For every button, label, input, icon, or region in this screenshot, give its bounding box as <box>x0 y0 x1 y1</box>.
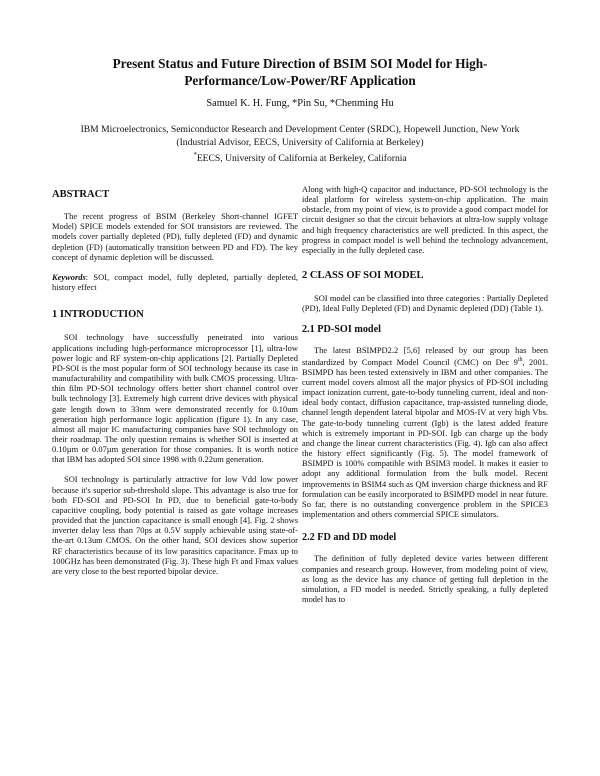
keywords-label: Keywords <box>52 271 86 282</box>
intro-continuation-paragraph: Along with high-Q capacitor and inductance, PD-SOI technology is the ideal platform for wireless system-on-chip application. The main obstacle, from my point of view, is to provide a good compact model for circuit designer so that the circuit behaviors at ultra-low supply voltage and high frequency characteristics are well predicted. In this aspect, the progress in compact model is well behind the technology advancement, especially in the fully depleted case. <box>302 184 548 255</box>
abstract-heading: ABSTRACT <box>52 189 110 200</box>
pd-soi-heading: 2.1 PD-SOI model <box>302 323 381 335</box>
introduction-paragraph-1: SOI technology have successfully penetrated into various applications including high-performance microprocessor [1], ultra-low power logic and RF system-on-chip applications [2]. Partially Depleted PD-SOI is the most popular form of SOI technology because its case in manufacturability and compatibility with bulk CMOS processing. Ultra-thin film PD-SOI technology offers better short channel control over bulk technology [3]. Extremely high current drive devices with physical gate length down to 33nm were demonstrated recently for 0.10um generation high performance logic application (figure 1). In any case, almost all major IC manufacturing companies have SOI technology on their roadmap. The only question remains is whether SOI is inserted at 0.10µm or 0.07µm generation for those companies. It is worth notice that IBM has adopted SOI since 1998 with 0.22um generation. <box>52 332 298 465</box>
abstract-text: The recent progress of BSIM (Berkeley Short-channel IGFET Model) SPICE models extended for SOI transistors are reviewed. The models cover partially depleted (PD), fully depleted (FD) and dynamic depletion (FD) (automatically transition between PD and FD). The key concept of dynamic depletion will be discussed. <box>52 211 298 262</box>
pd-soi-text <box>302 345 548 519</box>
introduction-paragraph-2: SOI technology is particularly attractive for low Vdd low power because it's superior sub-threshold slope. This advantage is also true for both FD-SOI and PD-SOI In PD, due to beneficial gate-to-body capacitive coupling, body potential is raised as gate voltage increases provided that the junction capacitance is small enough [4]. Fig. 2 shows inverter delay less than 70ps at 0.5V supply achievable using state-of-the-art 0.13um CMOS. On the other hand, SOI devices show superior RF characteristics because of its low parasitics capacitance. Fmax up to 100GHz has been demonstrated (Fig. 3). These high Ft and Fmax values are very close to the best reported bipolar device. <box>52 474 298 576</box>
right-column <box>302 184 548 604</box>
keywords-text: : SOI, compact model, fully depleted, partially depleted, history effect <box>52 271 298 293</box>
fd-dd-heading: 2.2 FD and DD model <box>302 532 397 544</box>
pd-soi-text-b: , 2001. BSIMPD has been tested extensively in IBM and other companies. The current model covers almost all the major physics of PD-SOI including impact ionization current, gate-to-body tunneling current, ideal and non-ideal body contact, diffusion capacitance, trap-assisted tunneling diode, channel length dependent lateral bipolar and MOS-IV at very high Vbs. The gate-to-body tunneling current (Igb) is the latest added feature which is extremely important in PD-SOI. Igb can charge up the body and change the linear current characteristics (Fig. 4). Igb can also affect the history effect significantly (Fig. 5). The model framework of BSIMPD is 100% compatible with BSIM3 model. It makes it easier to adopt any additional formulation from the bulk model. Recent improvements in BSIM4 such as QM inversion charge thickness and RF formulation can be easily incorporated to BSIMPD model in near future. So far, there is no outstanding convergence problem in the SPICE3 implementation and others commercial SPICE simulators. <box>302 356 548 520</box>
affiliation-line-3 <box>30 149 570 166</box>
keywords <box>52 272 298 292</box>
title-line-1: Present Status and Future Direction of BSIM SOI Model for High- <box>112 56 488 71</box>
fd-dd-text: The definition of fully depleted device varies between different companies and research group. However, from modeling point of view, as long as the device has any chance of getting full depletion in the simulation, a FD model is needed. Strictly speaking, a fully depleted model has to <box>302 553 548 604</box>
affiliation-line-2: (Industrial Advisor, EECS, University of California at Berkeley) <box>176 136 424 148</box>
class-of-soi-text: SOI model can be classified into three categories : Partially Depleted (PD), Ideal Fully Depleted (FD) and Dynamic depleted (DD) (Table 1). <box>302 293 548 314</box>
author-list: Samuel K. H. Fung, *Pin Su, *Chenming Hu <box>206 98 394 109</box>
affiliation-line-3-text: EECS, University of California at Berkeley, California <box>196 153 407 165</box>
title-line-2: Performance/Low-Power/RF Application <box>184 73 416 88</box>
affiliations <box>30 124 570 166</box>
pd-soi-superscript: th <box>517 356 523 363</box>
affiliation-line-1: IBM Microelectronics, Semiconductor Research and Development Center (SRDC), Hopewell Junction, New York <box>80 124 520 135</box>
class-of-soi-heading: 2 CLASS OF SOI MODEL <box>302 270 424 282</box>
left-column <box>52 190 298 576</box>
affiliation-star: * <box>193 151 197 159</box>
pd-soi-text-a: The latest BSIMPD2.2 [5,6] released by our group has been standardized by Compact Model Council (CMC) on Dec 9 <box>302 344 548 367</box>
paper-title <box>60 55 540 89</box>
introduction-heading: 1 INTRODUCTION <box>52 309 144 321</box>
